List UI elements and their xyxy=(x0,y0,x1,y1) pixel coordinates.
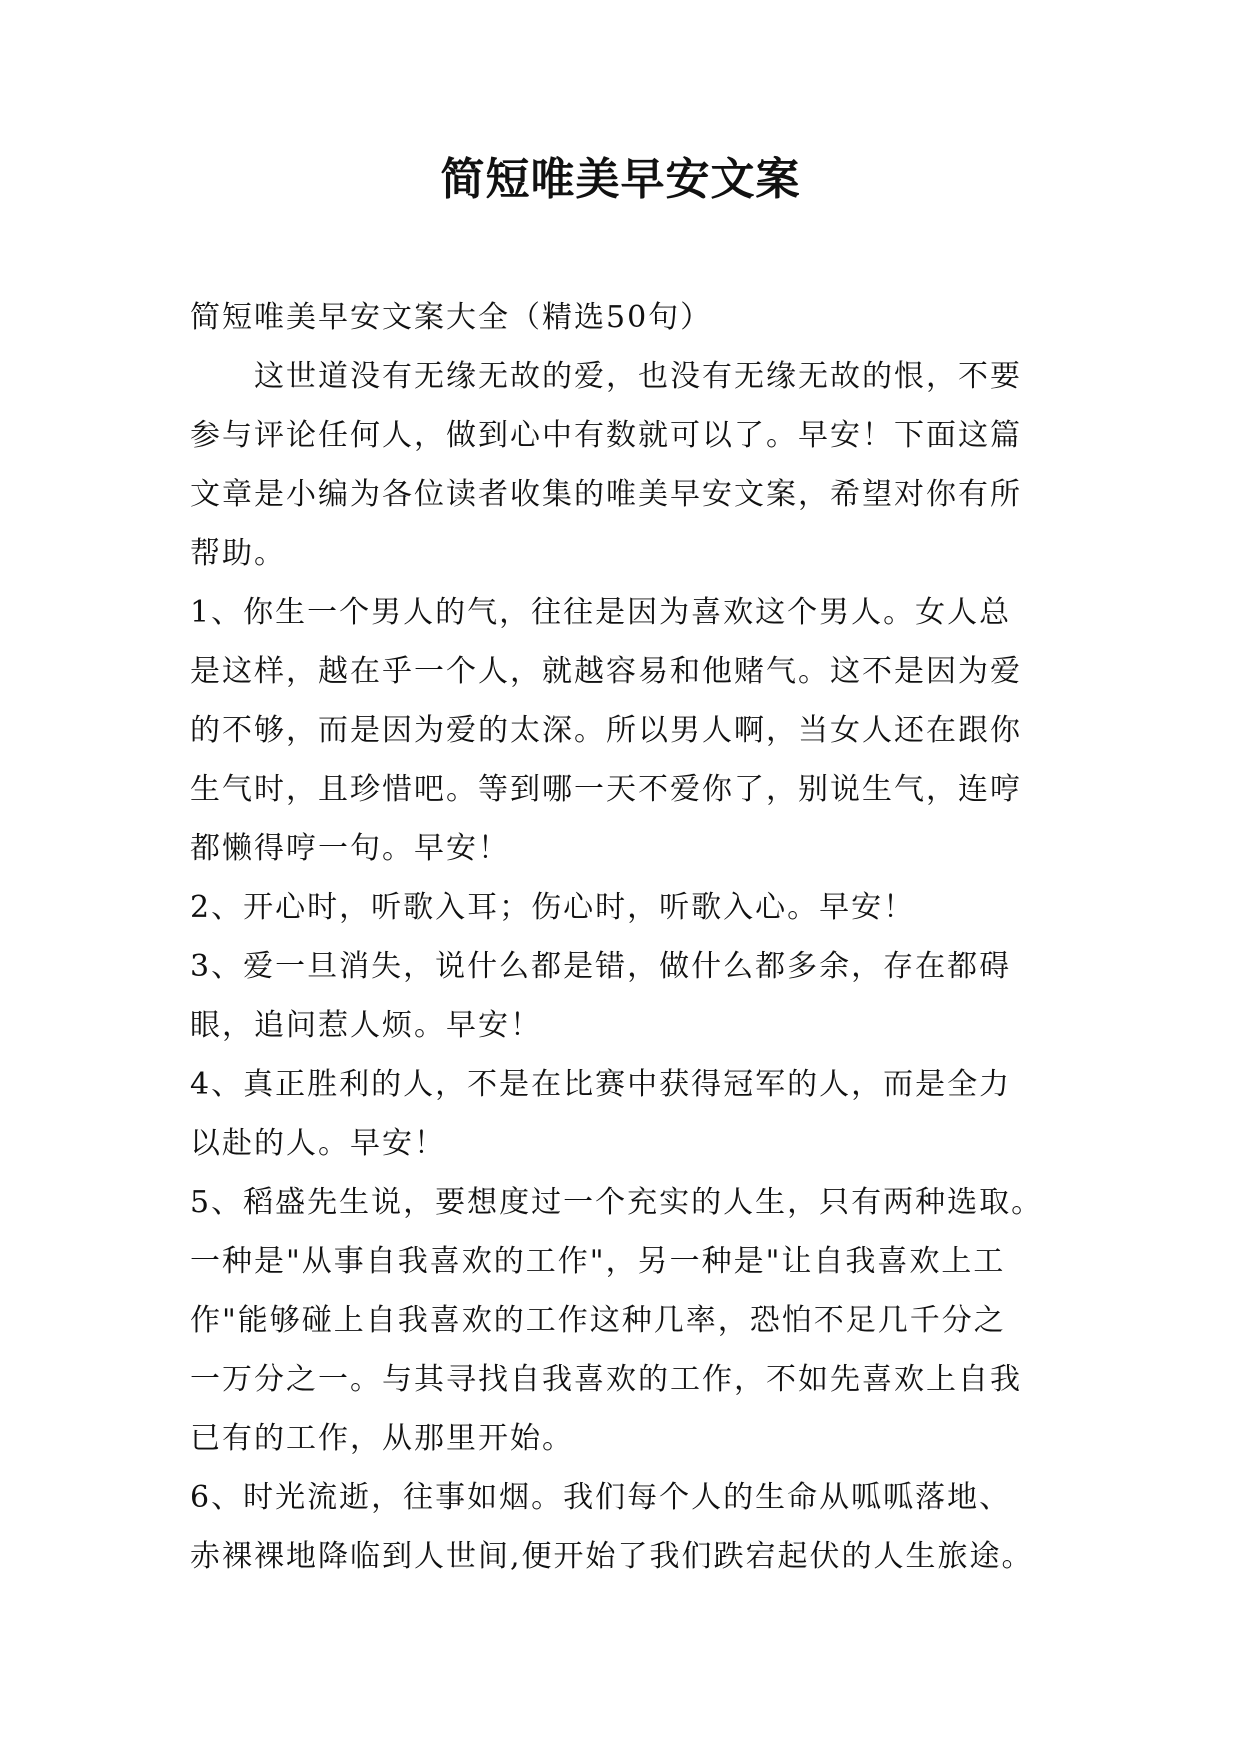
body-line: 的不够，而是因为爱的太深。所以男人啊，当女人还在跟你 xyxy=(190,713,1022,748)
body-line: 3、爱一旦消失，说什么都是错，做什么都多余，存在都碍 xyxy=(190,949,1012,984)
body-line: 作"能够碰上自我喜欢的工作这种几率，恐怕不足几千分之 xyxy=(190,1303,1006,1338)
body-line: 参与评论任何人，做到心中有数就可以了。早安！下面这篇 xyxy=(190,418,1022,453)
document-title: 简短唯美早安文案 xyxy=(440,154,801,205)
body-line: 赤裸裸地降临到人世间,便开始了我们跌宕起伏的人生旅途。 xyxy=(190,1539,1034,1574)
body-line: 已有的工作，从那里开始。 xyxy=(190,1421,574,1456)
body-line: 都懒得哼一句。早安！ xyxy=(190,831,510,866)
document-body xyxy=(190,288,1070,1586)
body-line: 文章是小编为各位读者收集的唯美早安文案，希望对你有所 xyxy=(190,477,1022,512)
body-line: 2、开心时，听歌入耳；伤心时，听歌入心。早安！ xyxy=(190,890,916,925)
body-line: 1、你生一个男人的气，往往是因为喜欢这个男人。女人总 xyxy=(190,595,1012,630)
body-line: 一万分之一。与其寻找自我喜欢的工作，不如先喜欢上自我 xyxy=(190,1362,1022,1397)
body-line: 以赴的人。早安！ xyxy=(190,1126,446,1161)
body-line: 是这样，越在乎一个人，就越容易和他赌气。这不是因为爱 xyxy=(190,654,1022,689)
body-line: 这世道没有无缘无故的爱，也没有无缘无故的恨，不要 xyxy=(190,359,1022,394)
body-line: 6、时光流逝，往事如烟。我们每个人的生命从呱呱落地、 xyxy=(190,1480,1012,1515)
body-line: 眼，追问惹人烦。早安！ xyxy=(190,1008,542,1043)
body-line: 4、真正胜利的人，不是在比赛中获得冠军的人，而是全力 xyxy=(190,1067,1012,1102)
body-line: 5、稻盛先生说，要想度过一个充实的人生，只有两种选取。 xyxy=(190,1185,1044,1220)
body-line: 简短唯美早安文案大全（精选50句） xyxy=(190,300,713,335)
body-line: 一种是"从事自我喜欢的工作"，另一种是"让自我喜欢上工 xyxy=(190,1244,1006,1279)
body-line: 生气时，且珍惜吧。等到哪一天不爱你了，别说生气，连哼 xyxy=(190,772,1022,807)
body-line: 帮助。 xyxy=(190,536,286,571)
